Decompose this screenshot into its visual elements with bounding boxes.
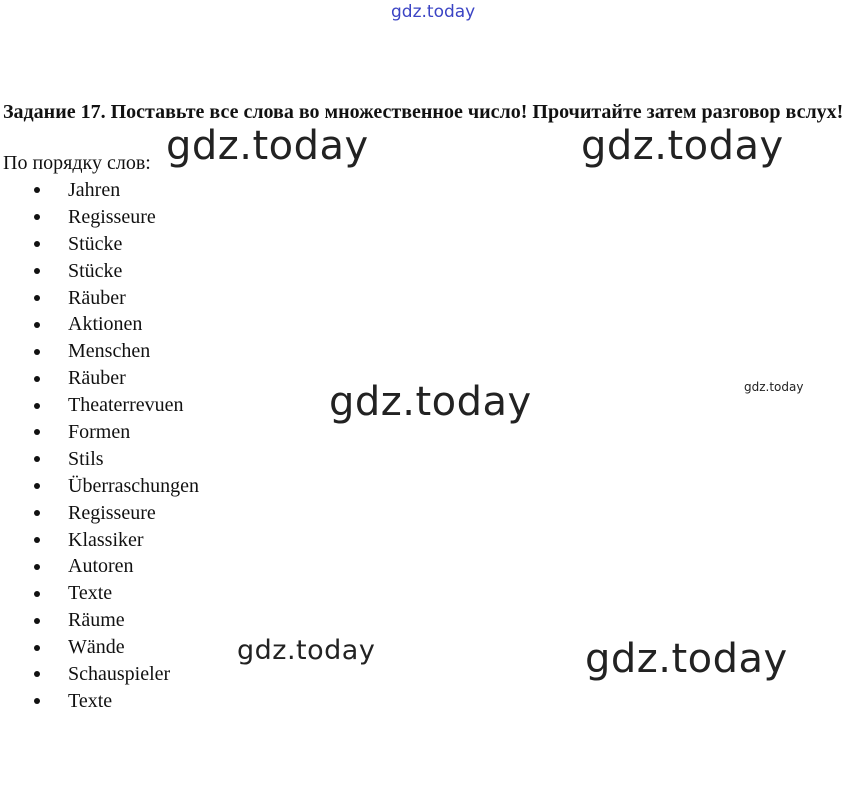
task-heading: Задание 17. Поставьте все слова во множественное число! Прочитайте затем разговор вслух! [3,101,844,123]
list-item-text: Regisseure [68,205,156,228]
bullet-icon [34,376,40,382]
bullet-icon [34,483,40,489]
watermark: gdz.today [237,635,376,666]
bullet-icon [34,241,40,247]
list-item [34,231,199,258]
list-item [34,527,199,554]
list-item [34,258,199,285]
bullet-icon [34,456,40,462]
intro-text: По порядку слов: [3,152,151,174]
bullet-icon [34,268,40,274]
list-item-text: Autoren [68,555,134,578]
bullet-icon [34,618,40,624]
bullet-icon [34,510,40,516]
list-item-text: Stücke [68,232,123,255]
list-item-text: Klassiker [68,528,144,551]
list-item-text: Formen [68,421,131,444]
word-list [34,177,199,715]
list-item-text: Stils [68,447,104,470]
list-item [34,177,199,204]
list-item-text: Texte [68,582,113,605]
bullet-icon [34,214,40,220]
watermark: gdz.today [581,123,784,169]
list-item-text: Menschen [68,340,151,363]
list-item [34,500,199,527]
list-item [34,661,199,688]
list-item-text: Regisseure [68,501,156,524]
list-item [34,607,199,634]
list-item [34,365,199,392]
watermark: gdz.today [329,379,532,425]
bullet-icon [34,403,40,409]
list-item [34,580,199,607]
list-item-text: Räuber [68,286,126,309]
list-item-text: Räume [68,609,125,632]
list-item-text: Texte [68,689,113,712]
list-item-text: Räuber [68,367,126,390]
bullet-icon [34,429,40,435]
list-item [34,338,199,365]
watermark-top: gdz.today [391,2,476,22]
watermark: gdz.today [166,123,369,169]
list-item-text: Aktionen [68,313,143,336]
watermark: gdz.today [744,380,804,394]
list-item-text: Überraschungen [68,474,200,497]
list-item [34,204,199,231]
list-item [34,419,199,446]
list-item [34,285,199,312]
list-item-text: Wände [68,636,125,659]
bullet-icon [34,564,40,570]
list-item [34,634,199,661]
bullet-icon [34,591,40,597]
list-item-text: Schauspieler [68,663,171,686]
list-item [34,553,199,580]
watermark: gdz.today [585,636,788,682]
list-item [34,311,199,338]
list-item [34,688,199,715]
list-item-text: Stücke [68,259,123,282]
bullet-icon [34,537,40,543]
bullet-icon [34,322,40,328]
list-item-text: Jahren [68,179,121,201]
bullet-icon [34,698,40,704]
bullet-icon [34,349,40,355]
bullet-icon [34,295,40,301]
list-item [34,473,199,500]
list-item [34,446,199,473]
bullet-icon [34,645,40,651]
bullet-icon [34,671,40,677]
list-item [34,392,199,419]
list-item-text: Theaterrevuen [68,394,184,417]
bullet-icon [34,187,40,193]
